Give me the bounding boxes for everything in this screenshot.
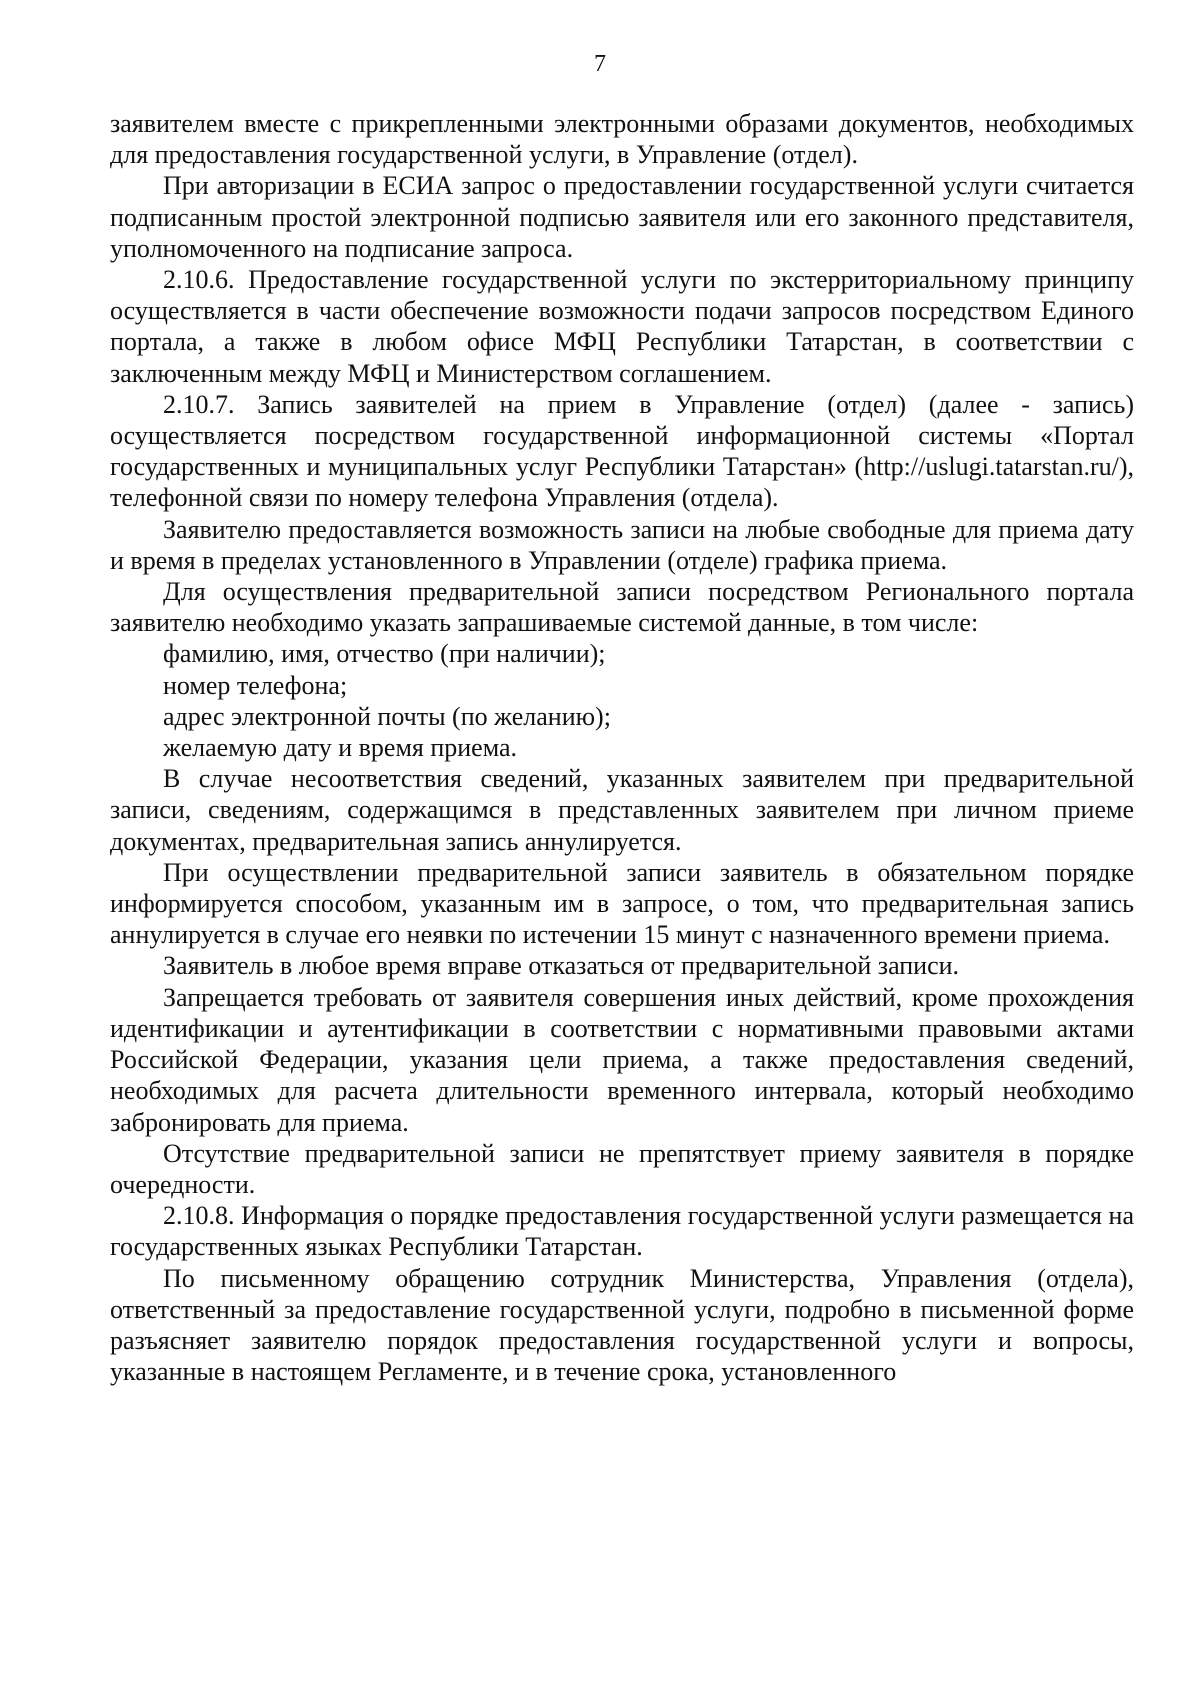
page-number: 7 [594,51,606,77]
paragraph: Заявителю предоставляется возможность записи на любые свободные для приема дату и время в пределах установленного в Управлении (отделе) графика приема. [110,514,1134,575]
paragraph: По письменному обращению сотрудник Министерства, Управления (отдела), ответственный за предоставление государственной услуги, подробно в письменной форме разъясняет заявителю порядок предоставления государственной услуги и вопросы, указанные в настоящем Регламенте, и в течение срока, установленного [110,1263,1134,1387]
paragraph: При авторизации в ЕСИА запрос о предоставлении государственной услуги считается подписанным простой электронной подписью заявителя или его законного представителя, уполномоченного на подписание запроса. [110,171,1134,263]
paragraph-2-10-7: 2.10.7. Запись заявителей на прием в Управление (отдел) (далее - запись) осуществляется посредством государственной информационной системы «Портал государственных и муниципальных услуг Республики Татарстан» (http://uslugi.tatarstan.ru/), телефонной связи по номеру телефона Управления (отдела). [110,389,1134,513]
list-item: желаемую дату и время приема. [163,733,518,763]
paragraph: Отсутствие предварительной записи не препятствует приему заявителя в порядке очередности. [110,1138,1134,1199]
paragraph: Запрещается требовать от заявителя совершения иных действий, кроме прохождения идентификации и аутентификации в соответствии с нормативными правовыми актами Российской Федерации, указания цели приема, а также предоставления сведений, необходимых для расчета длительности временного интервала, который необходимо забронировать для приема. [110,982,1134,1137]
list-item: фамилию, имя, отчество (при наличии); [163,639,606,669]
list-item: адрес электронной почты (по желанию); [163,701,611,731]
paragraph: заявителем вместе с прикрепленными электронными образами документов, необходимых для предоставления государственной услуги, в Управление (отдел). [110,109,1134,170]
paragraph: Для осуществления предварительной записи посредством Регионального портала заявителю необходимо указать запрашиваемые системой данные, в том числе: [110,577,1134,638]
document-body [110,108,1134,1387]
paragraph: В случае несоответствия сведений, указанных заявителем при предварительной записи, сведениям, содержащимся в представленных заявителем при личном приеме документах, предварительная запись аннулируется. [110,764,1134,856]
list-item: номер телефона; [163,670,348,700]
paragraph-2-10-6: 2.10.6. Предоставление государственной услуги по экстерриториальному принципу осуществляется в части обеспечение возможности подачи запросов посредством Единого портала, а также в любом офисе МФЦ Республики Татарстан, в соответствии с заключенным между МФЦ и Министерством соглашением. [110,265,1134,388]
paragraph: Заявитель в любое время вправе отказаться от предварительной записи. [163,951,960,981]
paragraph-2-10-8: 2.10.8. Информация о порядке предоставления государственной услуги размещается на государственных языках Республики Татарстан. [110,1201,1134,1262]
paragraph: При осуществлении предварительной записи заявитель в обязательном порядке информируется способом, указанным им в запросе, о том, что предварительная запись аннулируется в случае его неявки по истечении 15 минут с назначенного времени приема. [110,857,1134,950]
